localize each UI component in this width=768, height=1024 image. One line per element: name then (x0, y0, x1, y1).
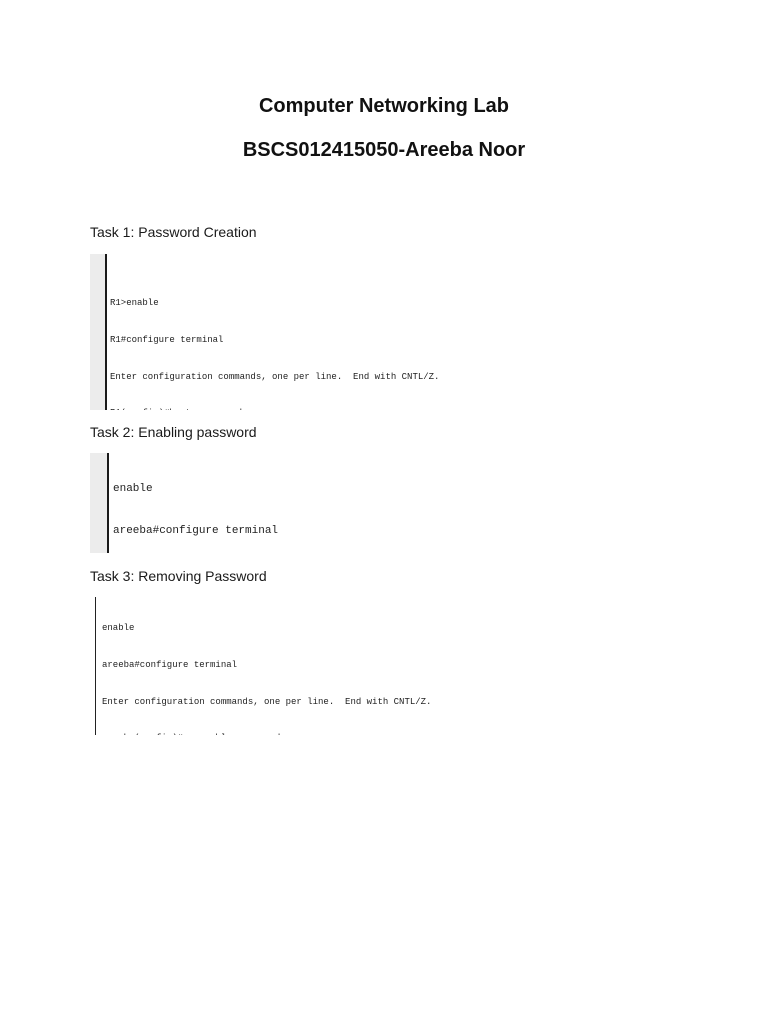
terminal-line: Enter configuration commands, one per line. End with CNTL/Z. (102, 696, 432, 707)
terminal-border (107, 453, 109, 553)
terminal-line (102, 732, 431, 735)
terminal-output (102, 598, 431, 735)
document-subtitle: BSCS012415050-Areeba Noor (242, 139, 526, 161)
task-1-heading: Task 1: Password Creation (90, 224, 257, 240)
terminal-line: areeba#configure terminal (113, 525, 279, 538)
terminal-line: areeba#configure terminal (102, 660, 238, 671)
task-2-heading: Task 2: Enabling password (90, 424, 257, 440)
terminal-output (110, 273, 439, 410)
terminal-border (95, 597, 96, 735)
terminal-line: Enter configuration commands, one per line. End with CNTL/Z. (110, 371, 440, 382)
task-3-heading: Task 3: Removing Password (90, 568, 267, 584)
task-2-terminal-screenshot (90, 453, 530, 553)
task-3-terminal-screenshot (90, 597, 470, 735)
terminal-line: enable (113, 483, 153, 496)
terminal-output (113, 454, 516, 553)
document-title: Computer Networking Lab (258, 95, 509, 117)
terminal-line: R1#configure terminal (110, 335, 224, 346)
task-1-terminal-screenshot (90, 254, 470, 410)
terminal-line (110, 407, 439, 410)
terminal-line: R1>enable (110, 298, 159, 309)
terminal-border (105, 254, 107, 410)
terminal-line: enable (102, 623, 135, 634)
